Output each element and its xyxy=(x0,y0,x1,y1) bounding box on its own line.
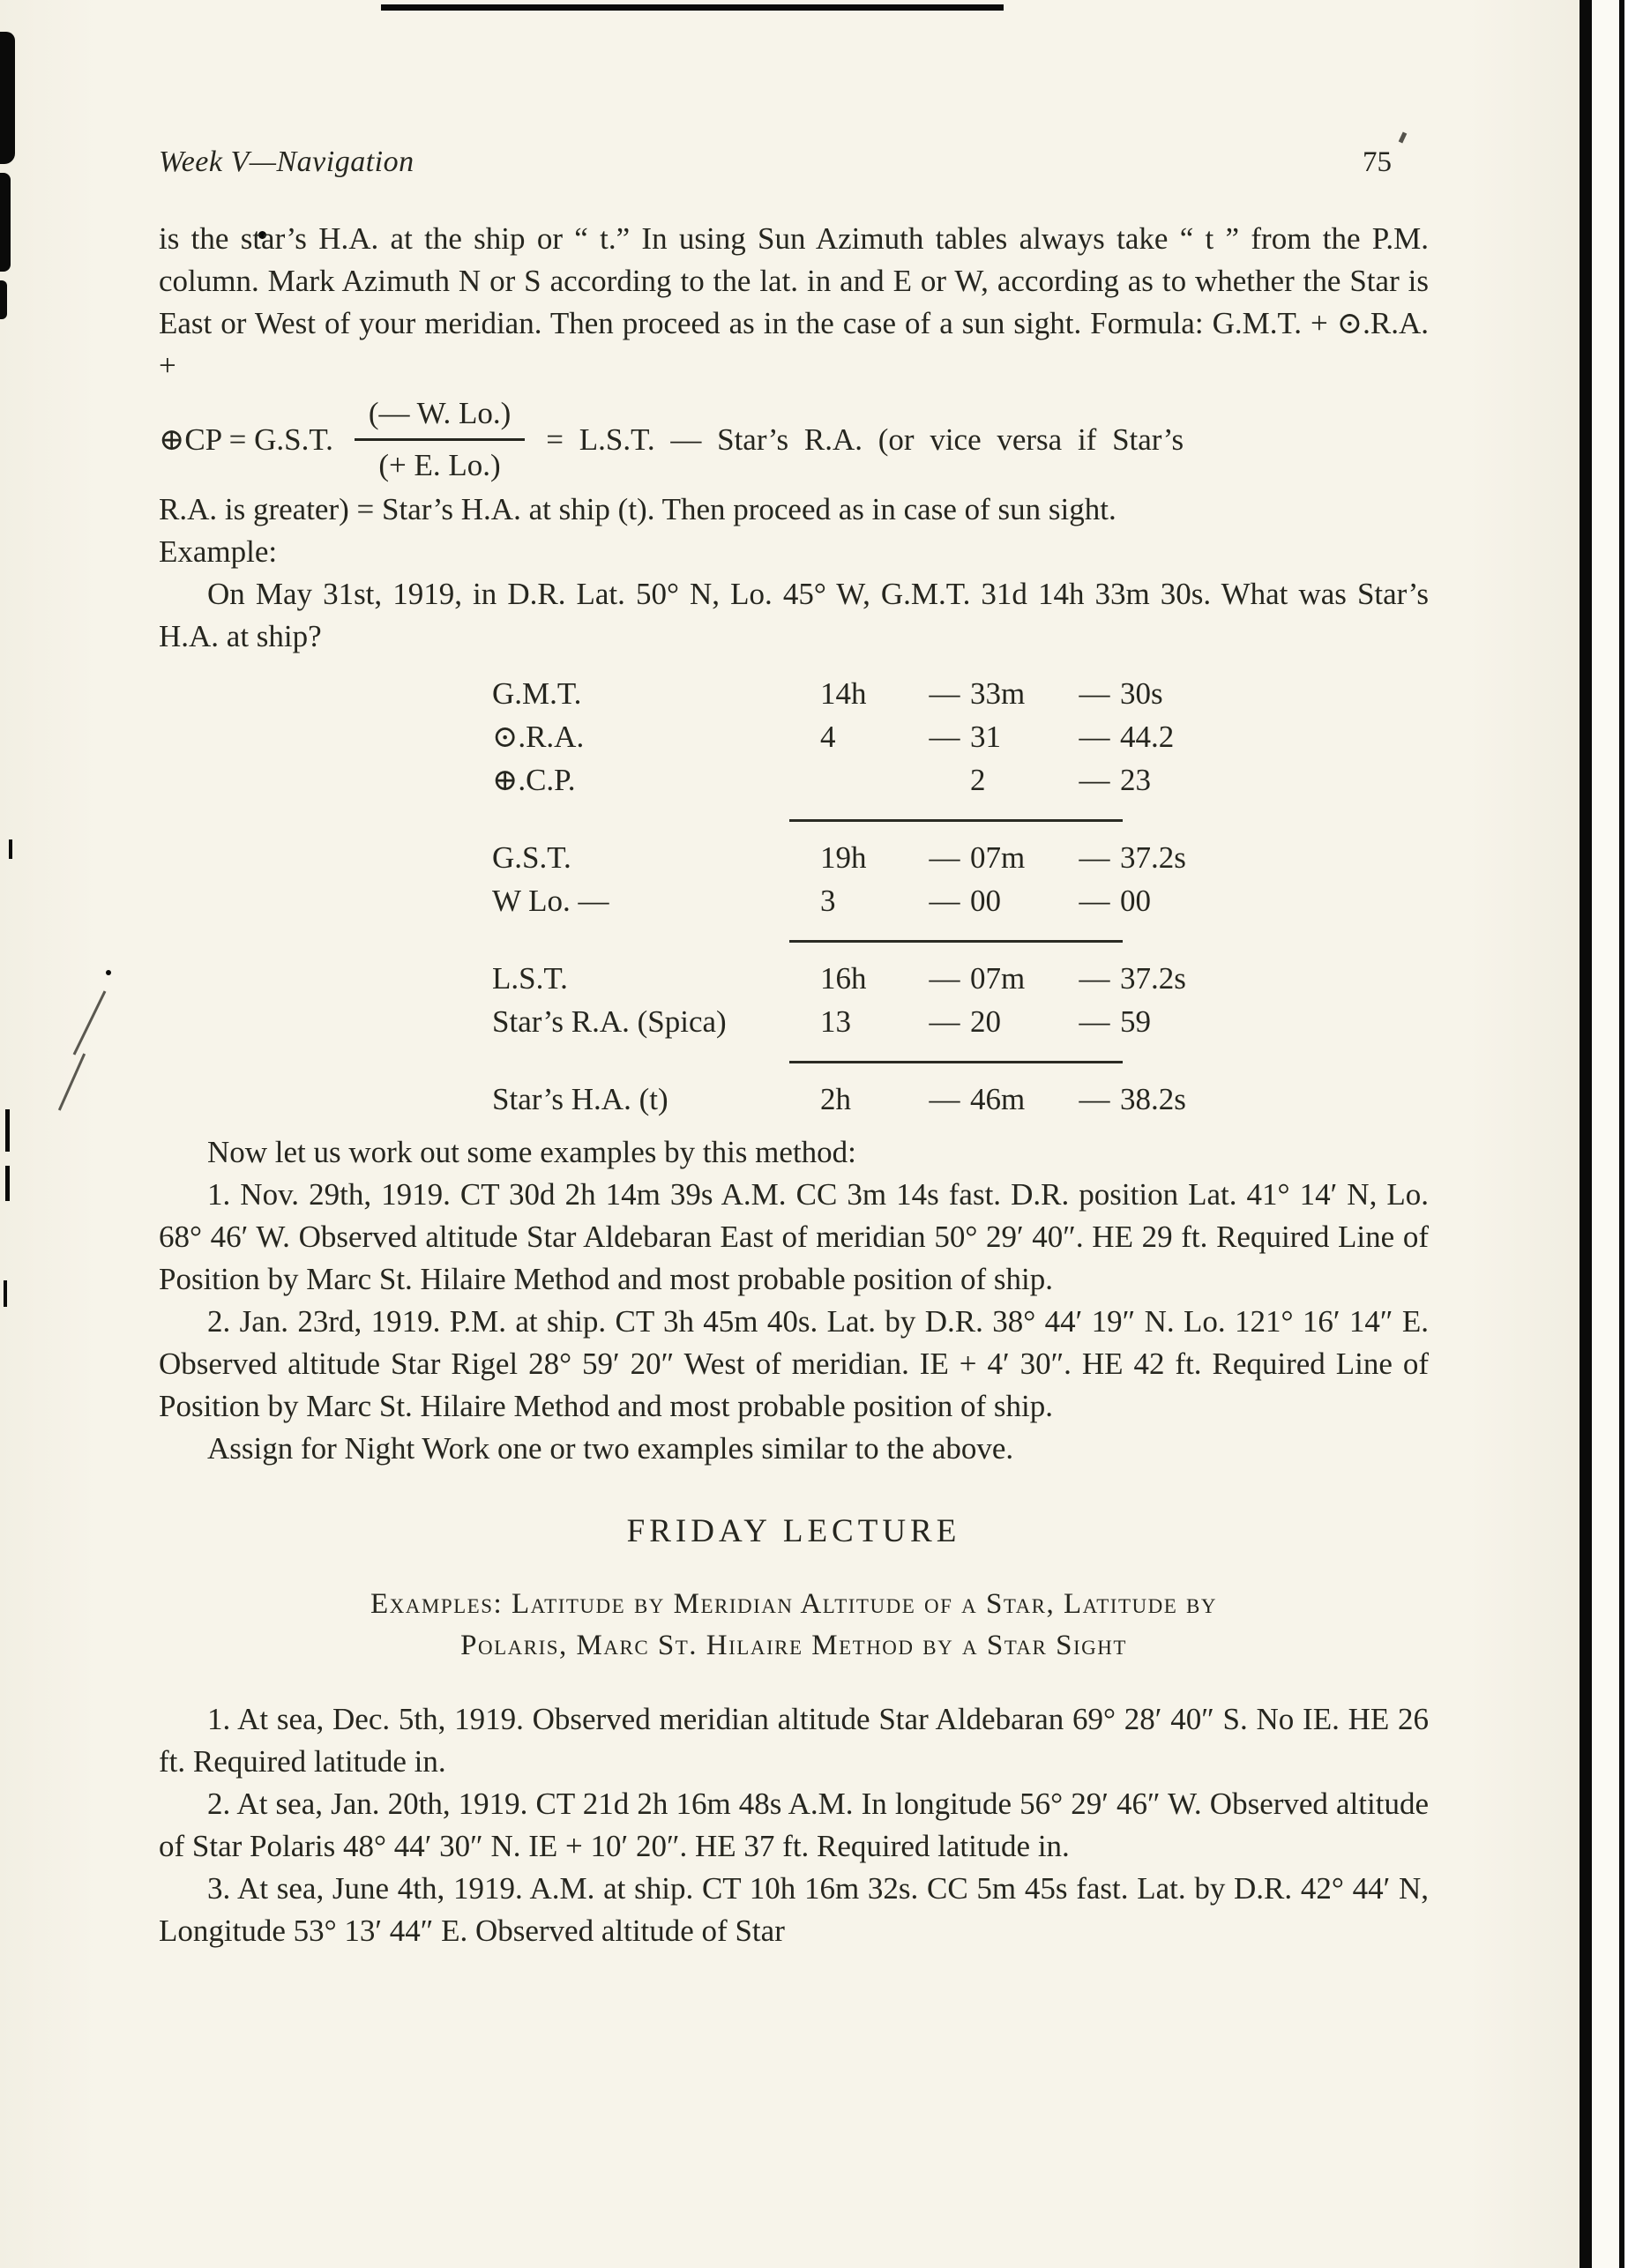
value-minutes: 33m xyxy=(970,676,1026,711)
value-seconds: 37.2s xyxy=(1120,840,1186,875)
row-value xyxy=(820,879,1224,922)
row-label: Star’s H.A. (t) xyxy=(492,1082,668,1116)
row-label: G.S.T. xyxy=(492,840,571,875)
scan-artifact-right-white-strip xyxy=(1624,0,1628,2268)
value-dash: — xyxy=(929,884,960,918)
scan-artifact-pencil-slash xyxy=(73,990,107,1055)
table-row xyxy=(492,758,1429,802)
paragraph-formula-continuation: R.A. is greater) = Star’s H.A. at ship (t). Then proceed as in case of sun sight. xyxy=(159,492,1116,526)
row-value xyxy=(820,1000,1224,1043)
value-hours: 13 xyxy=(820,1004,851,1039)
table-row xyxy=(492,879,1429,922)
value-minutes: 2 xyxy=(970,763,986,797)
row-value xyxy=(820,1078,1224,1121)
row-value xyxy=(820,957,1224,1000)
formula-left: ⊕CP = G.S.T. xyxy=(159,422,333,457)
table-rule xyxy=(789,940,1123,943)
value-seconds: 37.2s xyxy=(1120,961,1186,996)
scan-artifact-page-edge-paper xyxy=(1592,0,1619,2268)
value-minutes: 46m xyxy=(970,1082,1026,1116)
row-label: G.M.T. xyxy=(492,676,582,711)
value-hours: 14h xyxy=(820,676,867,711)
value-hours: 2h xyxy=(820,1082,851,1116)
value-seconds: 38.2s xyxy=(1120,1082,1186,1116)
fraction-denominator: (+ E. Lo.) xyxy=(378,448,501,482)
value-minutes: 07m xyxy=(970,840,1026,875)
paragraph-lecture-example-3: 3. At sea, June 4th, 1919. A.M. at ship. CT 10h 16m 32s. CC 5m 45s fast. Lat. by D.R. 42° 44′ N, Longitude 53° 13′ 44″ E. Observed altitude of Star xyxy=(159,1871,1429,1948)
lecture-heading: FRIDAY LECTURE xyxy=(626,1513,961,1549)
formula-right: = L.S.T. — Star’s R.A. (or vice versa if Star’s xyxy=(546,422,1184,457)
scan-artifact-pencil-slash xyxy=(58,1053,86,1110)
table-row xyxy=(492,1000,1429,1043)
fraction-numerator: (— W. Lo.) xyxy=(355,394,525,441)
value-dash: — xyxy=(929,676,960,711)
scan-artifact-left-tick xyxy=(4,1280,7,1307)
value-minutes: 07m xyxy=(970,961,1026,996)
value-dash: — xyxy=(1079,884,1110,918)
scan-artifact-left-tick xyxy=(5,1166,10,1201)
value-dash: — xyxy=(1079,840,1110,875)
value-seconds: 59 xyxy=(1120,1004,1151,1039)
value-hours: 19h xyxy=(820,840,867,875)
row-label: W Lo. — xyxy=(492,884,609,918)
value-dash: — xyxy=(929,961,960,996)
value-dash: — xyxy=(1079,961,1110,996)
value-dash: — xyxy=(929,1082,960,1116)
row-label: ⊕.C.P. xyxy=(492,763,576,797)
row-label: ⊙.R.A. xyxy=(492,720,585,754)
value-hours xyxy=(820,758,919,802)
scan-artifact-top-line xyxy=(381,4,1004,11)
value-dash xyxy=(919,758,970,802)
paragraph-method-intro: Now let us work out some examples by this method: xyxy=(207,1135,856,1169)
table-row xyxy=(492,957,1429,1000)
value-minutes: 00 xyxy=(970,884,1001,918)
table-row xyxy=(492,672,1429,715)
example-label: Example: xyxy=(159,534,278,569)
formula-fraction xyxy=(355,394,525,485)
page-content xyxy=(159,145,1429,1952)
table-row xyxy=(492,836,1429,879)
lecture-subheading-line-2: Polaris, Marc St. Hilaire Method by a Star Sight xyxy=(460,1630,1127,1661)
scan-artifact-left-blob xyxy=(0,32,15,164)
row-label: L.S.T. xyxy=(492,961,568,996)
table-row xyxy=(492,715,1429,758)
running-header xyxy=(159,145,1429,179)
value-seconds: 23 xyxy=(1120,763,1151,797)
value-dash: — xyxy=(1079,676,1110,711)
value-dash: — xyxy=(1079,720,1110,754)
row-label: Star’s R.A. (Spica) xyxy=(492,1004,727,1039)
row-value xyxy=(820,672,1224,715)
scan-artifact-left-tick xyxy=(9,839,12,859)
value-hours: 4 xyxy=(820,720,836,754)
chapter-title: Week V—Navigation xyxy=(159,145,414,178)
scan-artifact-left-blob xyxy=(0,173,11,272)
value-hours: 16h xyxy=(820,961,867,996)
value-dash: — xyxy=(929,720,960,754)
paragraph-method-example-1: 1. Nov. 29th, 1919. CT 30d 2h 14m 39s A.M. CC 3m 14s fast. D.R. position Lat. 41° 14′ N, Lo. 68° 46′ W. Observed altitude Star Aldebaran East of meridian 50° 29′ 40″. HE 29 ft. Required Line of Position by Marc St. Hilaire Method and most probable position of ship. xyxy=(159,1177,1429,1296)
value-minutes: 31 xyxy=(970,720,1001,754)
table-rule xyxy=(789,819,1123,822)
paragraph-method-example-2: 2. Jan. 23rd, 1919. P.M. at ship. CT 3h 45m 40s. Lat. by D.R. 38° 44′ 19″ N. Lo. 121° 16′ 14″ E. Observed altitude Star Rigel 28° 59′ 20″ West of meridian. IE + 4′ 30″. HE 42 ft. Required Line of Position by Marc St. Hilaire Method and most probable position of ship. xyxy=(159,1304,1429,1423)
value-dash: — xyxy=(929,1004,960,1039)
value-hours: 3 xyxy=(820,884,836,918)
lecture-subheading-line-1: Examples: Latitude by Meridian Altitude of a Star, Latitude by xyxy=(370,1588,1217,1620)
lecture-subheading xyxy=(194,1584,1393,1667)
paragraph-assign-night-work: Assign for Night Work one or two examples similar to the above. xyxy=(207,1431,1014,1466)
paragraph-lecture-example-2: 2. At sea, Jan. 20th, 1919. CT 21d 2h 16m 48s A.M. In longitude 56° 29′ 46″ W. Observed altitude of Star Polaris 48° 44′ 30″ N. IE + 10′ 20″. HE 37 ft. Required latitude in. xyxy=(159,1787,1429,1863)
row-value xyxy=(820,715,1224,758)
value-dash: — xyxy=(929,840,960,875)
paragraph-lecture-example-1: 1. At sea, Dec. 5th, 1919. Observed meridian altitude Star Aldebaran 69° 28′ 40″ S. No IE. HE 26 ft. Required latitude in. xyxy=(159,1702,1429,1779)
paragraph-intro: is the star’s H.A. at the ship or “ t.” In using Sun Azimuth tables always take “ t ” from the P.M. column. Mark Azimuth N or S according to the lat. in and E or W, according as to whether the Star is East or West of your meridian. Then proceed as in the case of a sun sight. Formula: G.M.T. + ⊙.R.A. + xyxy=(159,221,1429,383)
value-seconds: 00 xyxy=(1120,884,1151,918)
formula-line xyxy=(159,394,1429,485)
scan-artifact-right-bar xyxy=(1579,0,1592,2268)
value-dash: — xyxy=(1079,763,1110,797)
scan-artifact-ink-dot xyxy=(106,970,111,975)
scan-artifact-pencil-mark xyxy=(1399,132,1408,144)
value-dash: — xyxy=(1079,1082,1110,1116)
row-value xyxy=(820,758,1224,802)
value-minutes: 20 xyxy=(970,1004,1001,1039)
value-seconds: 30s xyxy=(1120,676,1163,711)
table-row xyxy=(492,1078,1429,1121)
table-rule xyxy=(789,1061,1123,1063)
row-value xyxy=(820,836,1224,879)
scan-artifact-left-blob xyxy=(0,280,7,319)
value-seconds: 44.2 xyxy=(1120,720,1175,754)
worked-example-table xyxy=(492,672,1429,1121)
page-number: 75 xyxy=(1363,146,1392,178)
value-dash: — xyxy=(1079,1004,1110,1039)
scan-artifact-left-tick xyxy=(5,1109,10,1152)
paragraph-example-statement: On May 31st, 1919, in D.R. Lat. 50° N, Lo. 45° W, G.M.T. 31d 14h 33m 30s. What was Star’s H.A. at ship? xyxy=(159,577,1429,653)
